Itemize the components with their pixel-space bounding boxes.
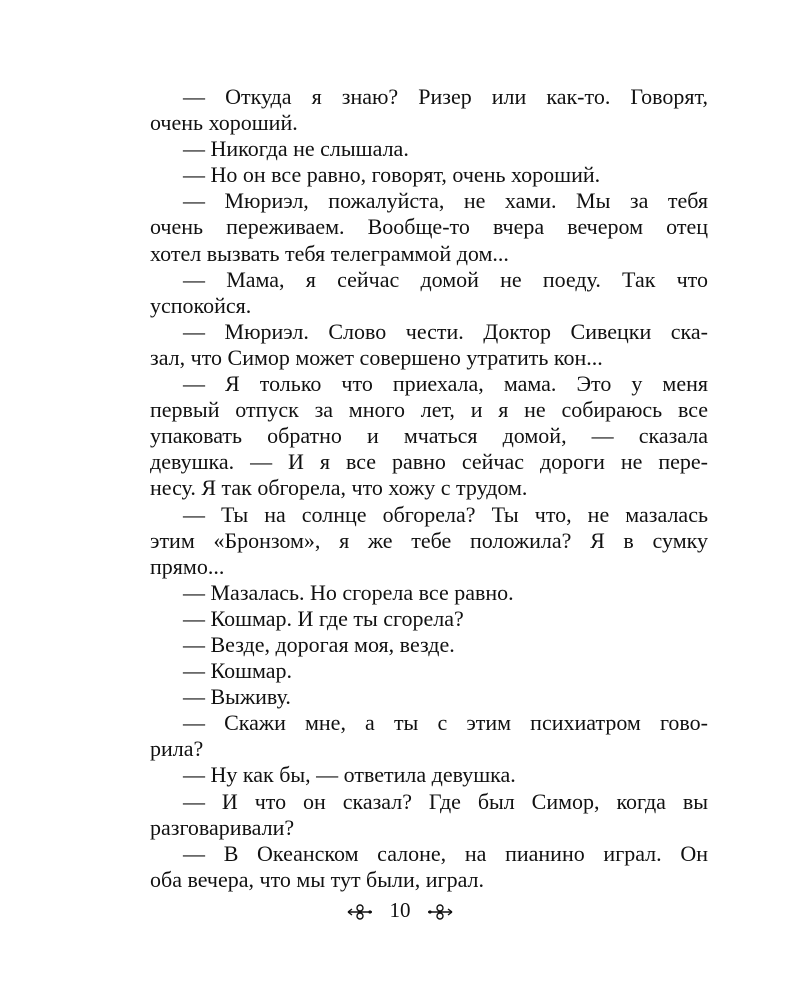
text-line: — Кошмар. И где ты сгорела? xyxy=(183,605,464,631)
text-line: оба вечера, что мы тут были, играл. xyxy=(150,866,485,892)
text-line: — Никогда не слышала. xyxy=(183,136,409,162)
text-line: этим «Бронзом», я же тебе положила? Я в сумку xyxy=(150,527,708,553)
text-line: — Выживу. xyxy=(183,684,291,710)
text-line: — Скажи мне, а ты с этим психиатром гово- xyxy=(183,710,708,736)
text-line: — Мюриэл. Слово чести. Доктор Сивецки ска- xyxy=(183,318,708,344)
text-line: — Ну как бы, — ответила девушка. xyxy=(183,762,516,788)
text-line: несу. Я так обгорела, что хожу с трудом. xyxy=(150,475,528,501)
text-line: — Я только что приехала, мама. Это у меня xyxy=(183,371,708,397)
text-line: очень переживаем. Вообще-то вчера вечером отец xyxy=(150,214,708,240)
ornament-left-icon xyxy=(346,904,374,920)
page-body-text xyxy=(150,84,708,893)
text-line: зал, что Симор может совершено утратить кон... xyxy=(150,344,603,370)
text-line: рила? xyxy=(150,736,204,762)
text-line: успокойся. xyxy=(150,292,252,318)
text-line: — Мазалась. Но сгорела все равно. xyxy=(183,579,514,605)
page-footer xyxy=(0,898,800,922)
text-line: первый отпуск за много лет, и я не собираюсь все xyxy=(150,397,708,423)
text-line: — Везде, дорогая моя, везде. xyxy=(183,631,455,657)
text-line: разговаривали? xyxy=(150,814,295,840)
ornament-right-icon xyxy=(426,904,454,920)
text-line: — Но он все равно, говорят, очень хороший. xyxy=(183,162,601,188)
text-line: прямо... xyxy=(150,553,225,579)
page-number: 10 xyxy=(389,898,411,922)
text-line: — В Океанском салоне, на пианино играл. Он xyxy=(183,840,708,866)
text-line: — Ты на солнце обгорела? Ты что, не мазалась xyxy=(183,501,708,527)
text-line: — Мюриэл, пожалуйста, не хами. Мы за тебя xyxy=(183,188,708,214)
text-line: девушка. — И я все равно сейчас дороги не пере- xyxy=(150,449,708,475)
text-line: — И что он сказал? Где был Симор, когда вы xyxy=(183,788,708,814)
text-line: — Кошмар. xyxy=(183,658,293,684)
text-line: очень хороший. xyxy=(150,110,298,136)
text-line: хотел вызвать тебя телеграммой дом... xyxy=(150,240,509,266)
text-line: — Мама, я сейчас домой не поеду. Так что xyxy=(183,266,708,292)
text-line: упаковать обратно и мчаться домой, — сказала xyxy=(150,423,708,449)
text-line: — Откуда я знаю? Ризер или как-то. Говорят, xyxy=(183,84,708,109)
